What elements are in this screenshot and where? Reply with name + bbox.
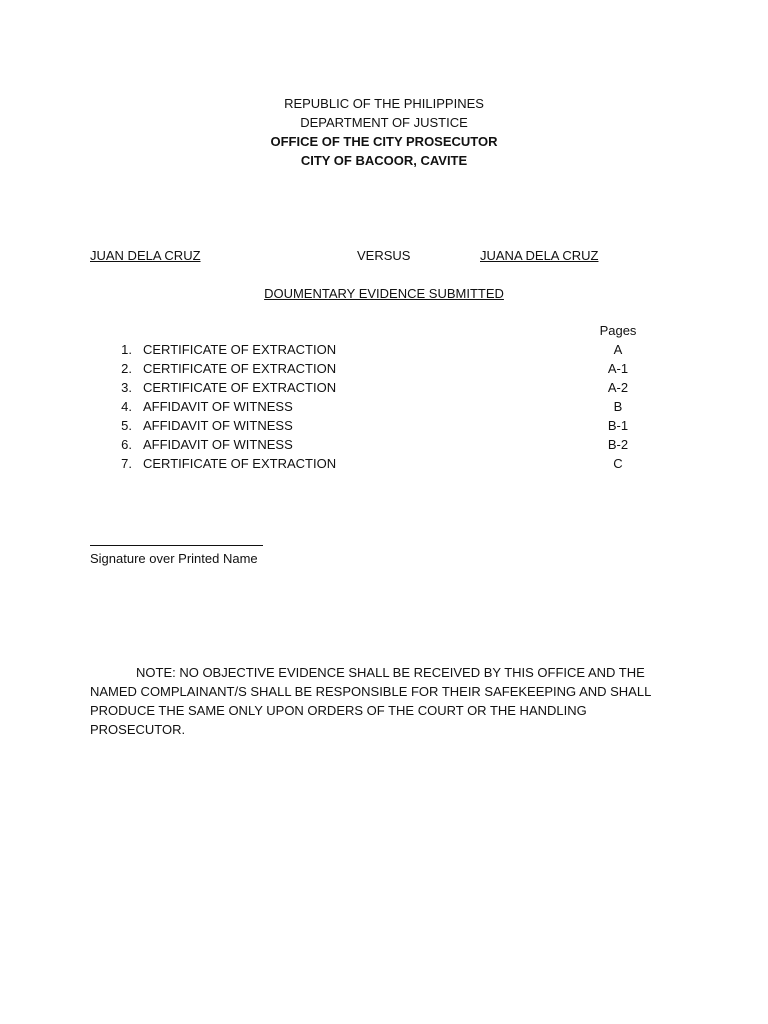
evidence-label: CERTIFICATE OF EXTRACTION: [143, 456, 337, 471]
list-item: [0, 340, 768, 359]
signature-line: [90, 545, 263, 546]
evidence-label: CERTIFICATE OF EXTRACTION: [143, 361, 337, 376]
respondent-name: JUANA DELA CRUZ: [480, 248, 599, 263]
evidence-page: C: [613, 456, 623, 471]
document-title-text: DOUMENTARY EVIDENCE SUBMITTED: [264, 286, 504, 301]
evidence-list: [0, 340, 768, 473]
signature-label: Signature over Printed Name: [90, 551, 258, 566]
evidence-number: 2.: [121, 361, 132, 376]
evidence-number: 1.: [121, 342, 132, 357]
header-department: DEPARTMENT OF JUSTICE: [300, 115, 468, 130]
list-item: [0, 359, 768, 378]
pages-column-header: Pages: [599, 323, 637, 338]
list-item: [0, 416, 768, 435]
evidence-number: 3.: [121, 380, 132, 395]
list-item: [0, 397, 768, 416]
evidence-page: B-2: [607, 437, 629, 452]
evidence-page: B: [613, 399, 623, 414]
evidence-page: B-1: [607, 418, 629, 433]
evidence-label: CERTIFICATE OF EXTRACTION: [143, 380, 337, 395]
evidence-label: AFFIDAVIT OF WITNESS: [143, 418, 293, 433]
note-paragraph: NOTE: NO OBJECTIVE EVIDENCE SHALL BE RECEIVED BY THIS OFFICE AND THE NAMED COMPLAINANT/S SHALL BE RESPONSIBLE FOR THEIR SAFEKEEPING AND SHALL PRODUCE THE SAME ONLY UPON ORDERS OF THE COURT OR THE HANDLING PROSECUTOR.: [90, 665, 651, 737]
document-header: [0, 94, 768, 170]
complainant-name: JUAN DELA CRUZ: [90, 248, 201, 263]
evidence-label: AFFIDAVIT OF WITNESS: [143, 437, 293, 452]
evidence-page: A: [613, 342, 623, 357]
header-office: OFFICE OF THE CITY PROSECUTOR: [270, 134, 498, 149]
header-republic: REPUBLIC OF THE PHILIPPINES: [284, 96, 484, 111]
evidence-number: 5.: [121, 418, 132, 433]
list-item: [0, 454, 768, 473]
evidence-page: A-1: [607, 361, 629, 376]
evidence-page: A-2: [607, 380, 629, 395]
versus-label: VERSUS: [357, 248, 411, 263]
evidence-label: CERTIFICATE OF EXTRACTION: [143, 342, 337, 357]
case-parties: [0, 246, 768, 265]
document-title: [0, 284, 768, 303]
evidence-number: 4.: [121, 399, 132, 414]
evidence-number: 7.: [121, 456, 132, 471]
list-item: [0, 378, 768, 397]
list-item: [0, 435, 768, 454]
evidence-label: AFFIDAVIT OF WITNESS: [143, 399, 293, 414]
evidence-number: 6.: [121, 437, 132, 452]
header-city: CITY OF BACOOR, CAVITE: [300, 153, 468, 168]
